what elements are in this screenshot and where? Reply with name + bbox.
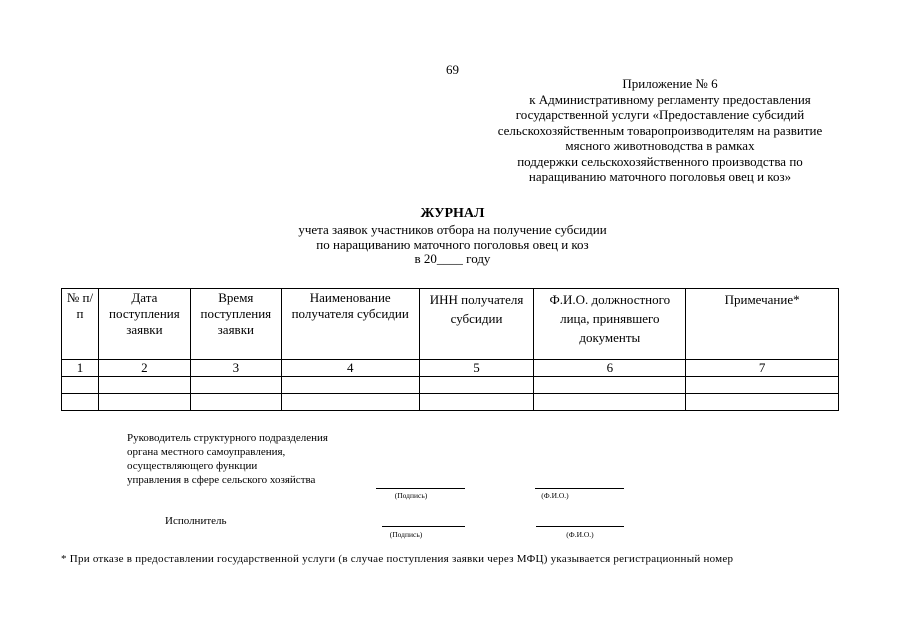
executor-signature-line	[382, 526, 465, 527]
table-number-row	[62, 360, 839, 377]
column-number: 5	[419, 360, 534, 377]
head-signature-label	[127, 431, 328, 487]
appendix-line: к Административному регламенту предоставления	[529, 91, 811, 107]
table-cell	[534, 394, 686, 411]
journal-subtitle	[0, 223, 905, 267]
table-cell	[686, 394, 839, 411]
header-cell-number: № п/п	[62, 289, 99, 360]
table-cell	[98, 377, 190, 394]
journal-title: ЖУРНАЛ	[420, 206, 485, 221]
column-number: 1	[62, 360, 99, 377]
header-cell-time: Время поступления заявки	[190, 289, 281, 360]
head-name-line	[535, 488, 624, 489]
appendix-line: сельскохозяйственным товаропроизводителям на развитие	[497, 122, 823, 138]
head-signature-caption: (Подпись)	[394, 491, 428, 500]
table-cell	[281, 377, 419, 394]
table-cell	[281, 394, 419, 411]
head-signature-line	[376, 488, 465, 489]
appendix-line: Приложение № 6	[622, 76, 718, 91]
column-number: 3	[190, 360, 281, 377]
table-cell	[190, 394, 281, 411]
appendix-line: поддержки сельскохозяйственного производства по	[517, 153, 803, 169]
header-cell-date: Дата поступления заявки	[98, 289, 190, 360]
signature-label-line: осуществляющего функции	[127, 460, 258, 472]
signature-label-line: органа местного самоуправления,	[127, 446, 286, 458]
head-name-caption: (Ф.И.О.)	[541, 491, 569, 500]
table-header-row	[62, 289, 839, 360]
appendix-line: государственной услуги «Предоставление субсидий	[515, 107, 805, 122]
table-cell	[62, 377, 99, 394]
table-cell	[62, 394, 99, 411]
signature-label-line: Руководитель структурного подразделения	[127, 432, 328, 444]
table-row	[62, 394, 839, 411]
journal-subtitle-line: в 20____ году	[414, 251, 491, 266]
table-cell	[98, 394, 190, 411]
column-number: 4	[281, 360, 419, 377]
table-row	[62, 377, 839, 394]
table-cell	[419, 394, 534, 411]
appendix-header	[440, 76, 880, 185]
executor-name-caption: (Ф.И.О.)	[566, 530, 594, 539]
footnote: * При отказе в предоставлении государственной услуги (в случае поступления заявки через МФЦ) указывается регистрационный номер	[61, 553, 734, 565]
column-number: 2	[98, 360, 190, 377]
table-cell	[190, 377, 281, 394]
header-cell-inn: ИНН получателя субсидии	[419, 289, 534, 360]
executor-label: Исполнитель	[165, 515, 227, 527]
column-number: 6	[534, 360, 686, 377]
header-cell-note: Примечание*	[686, 289, 839, 360]
appendix-line: мясного животноводства в рамках	[565, 138, 755, 153]
table-cell	[686, 377, 839, 394]
executor-signature-caption: (Подпись)	[389, 530, 423, 539]
journal-subtitle-line: по наращиванию маточного поголовья овец и коз	[316, 236, 589, 252]
header-cell-recipient: Наименование получателя субсидии	[281, 289, 419, 360]
journal-subtitle-line: учета заявок участников отбора на получение субсидии	[298, 222, 607, 237]
page-number: 69	[446, 62, 459, 77]
appendix-line: наращиванию маточного поголовья овец и коз»	[528, 169, 792, 184]
table-cell	[419, 377, 534, 394]
registration-journal-table	[61, 288, 839, 411]
executor-name-line	[536, 526, 624, 527]
header-cell-official: Ф.И.О. должностного лица, принявшего документы	[534, 289, 686, 360]
signature-label-line: управления в сфере сельского хозяйства	[127, 474, 316, 486]
table-cell	[534, 377, 686, 394]
column-number: 7	[686, 360, 839, 377]
